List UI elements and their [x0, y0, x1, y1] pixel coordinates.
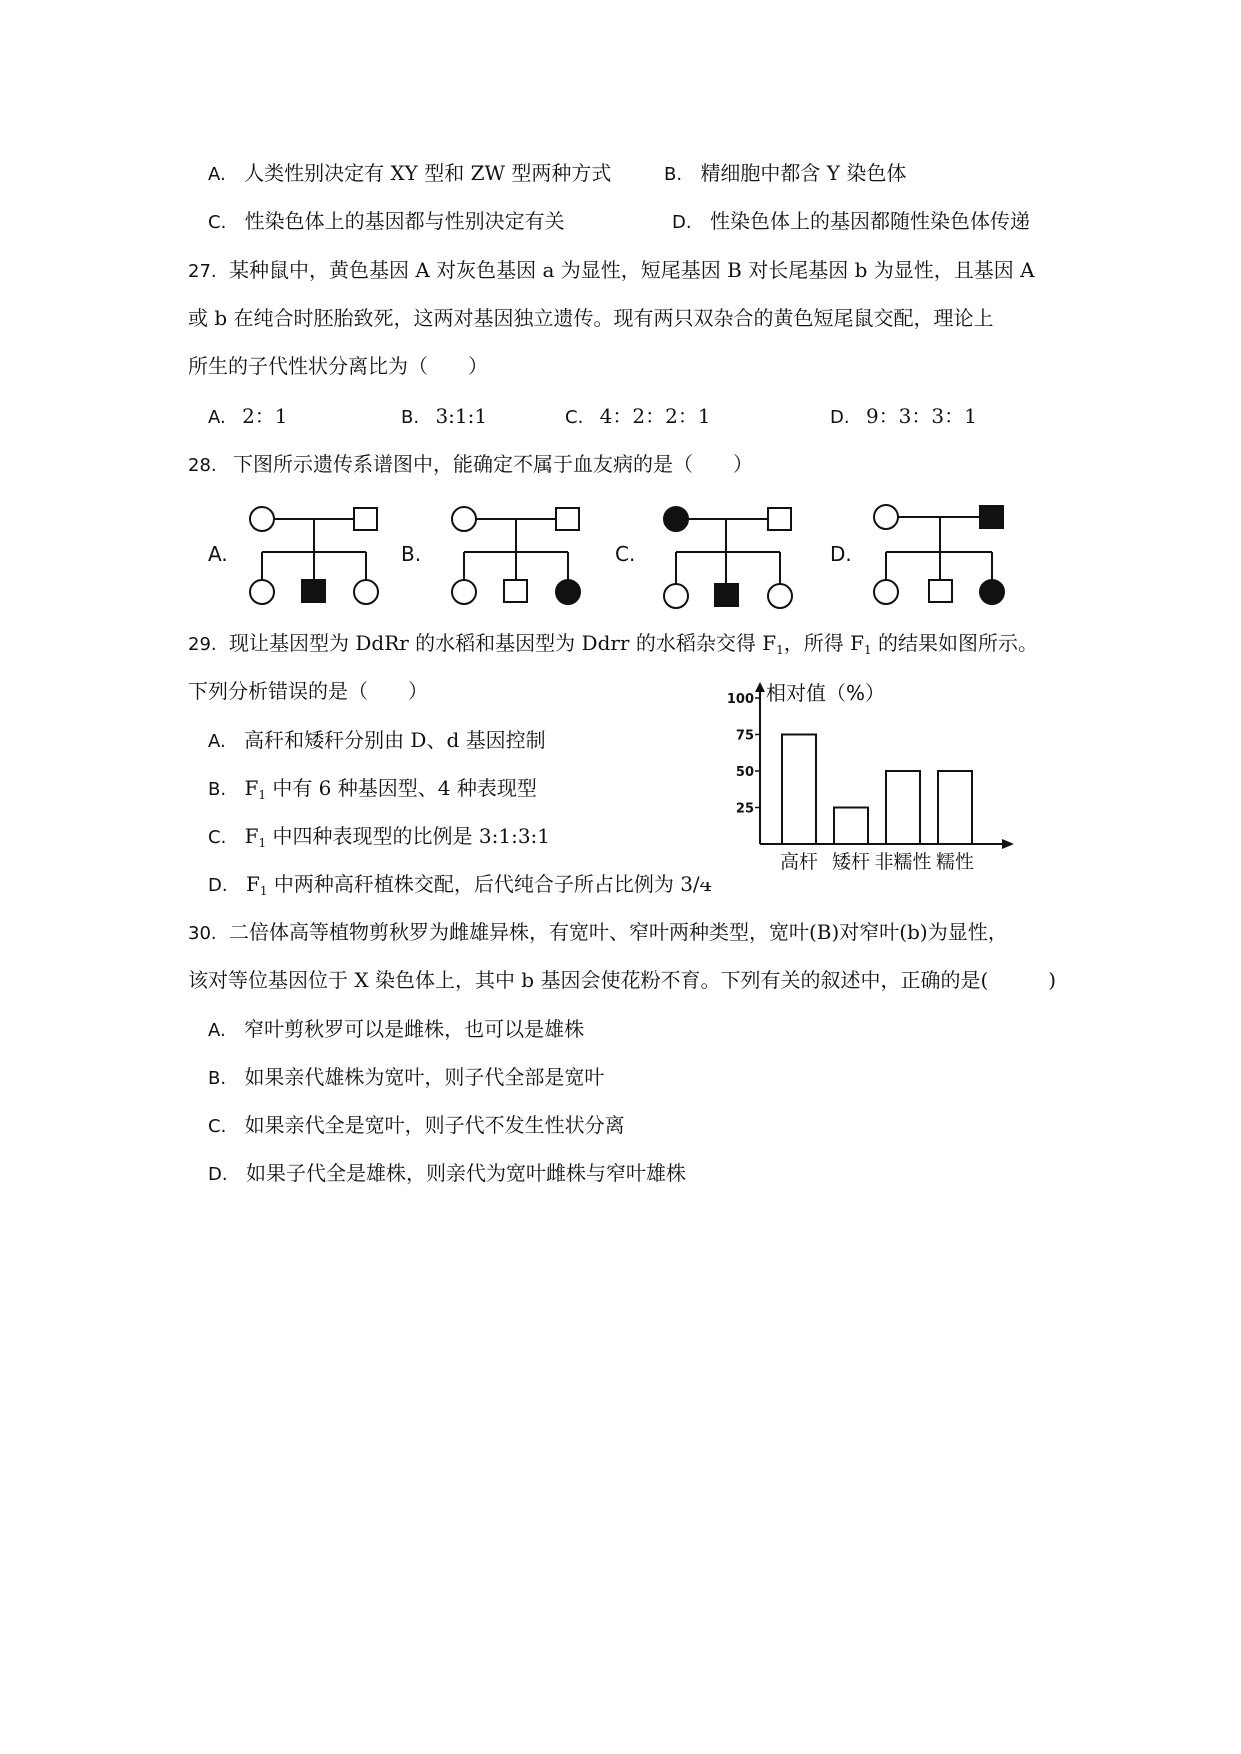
q30-option-c [208, 1112, 625, 1140]
y-tick-label: 75 [735, 728, 754, 744]
option-text: 2：1 [242, 404, 288, 428]
option-text: 窄叶剪秋罗可以是雌株，也可以是雄株 [244, 1017, 585, 1041]
mother-normal [250, 507, 274, 531]
daughter-normal [874, 580, 898, 604]
option-letter: A. [208, 731, 226, 752]
question-number: 30. [188, 923, 217, 944]
daughter-normal [250, 580, 274, 604]
father-affected [980, 506, 1003, 528]
daughter-normal [664, 584, 688, 608]
mother-affected [664, 507, 688, 531]
father-normal [768, 508, 791, 530]
y-tick-label: 100 [726, 692, 754, 707]
daughter-affected [556, 580, 580, 604]
question-text-c: 的结果如图所示。 [871, 631, 1038, 655]
q29-option-d [208, 871, 712, 904]
daughter-affected [980, 580, 1004, 604]
option-text: $F_1$ 中有 6 种基因型、4 种表现型 [244, 776, 537, 802]
bar-chart [700, 682, 1020, 882]
q26-option-d [672, 208, 1030, 236]
mother-normal [452, 507, 476, 531]
option-text: 如果子代全是雄株，则亲代为宽叶雌株与窄叶雄株 [245, 1161, 686, 1185]
question-number: 27. [188, 261, 217, 282]
option-letter: A. [208, 1020, 226, 1041]
q30-option-a [208, 1016, 584, 1044]
subscript: 1 [863, 643, 872, 657]
q27-option-b [401, 403, 487, 431]
daughter-normal [354, 580, 378, 604]
option-letter: B. [208, 779, 227, 800]
y-tick-label: 25 [735, 801, 754, 817]
q28-stem [188, 451, 753, 479]
daughter-normal [768, 584, 792, 608]
q29-option-a [208, 727, 546, 755]
pedigree-label-d: D. [830, 542, 852, 566]
son-affected [715, 584, 738, 606]
q26-option-c [208, 208, 565, 236]
q27-stem-line-3: 所生的子代性状分离比为（ ） [188, 354, 488, 378]
q26-option-b [664, 160, 906, 188]
question-text-b: ，所得 F [783, 631, 864, 655]
option-text: 精细胞中都含 Y 染色体 [700, 161, 907, 185]
q30-option-b [208, 1064, 604, 1092]
x-tick-label: 糯性 [935, 851, 975, 873]
question-text-a: 现让基因型为 DdRr 的水稻和基因型为 Ddrr 的水稻杂交得 F [229, 631, 777, 655]
pedigree-label-c: C. [615, 542, 636, 566]
pedigree-diagrams [0, 500, 1241, 620]
pedigree-label-b: B. [401, 542, 422, 566]
q30-stem-line-2: 该对等位基因位于 X 染色体上，其中 b 基因会使花粉不育。下列有关的叙述中，正确的是( ) [188, 968, 1057, 992]
option-letter: B. [208, 1068, 227, 1089]
q26-option-a [208, 160, 611, 188]
son-normal [929, 580, 952, 602]
option-text: 如果亲代全是宽叶，则子代不发生性状分离 [244, 1113, 625, 1137]
q27-option-d [830, 403, 977, 431]
q27-stem-line-2: 或 b 在纯合时胚胎致死，这两对基因独立遗传。现有两只双杂合的黄色短尾鼠交配，理论上 [188, 306, 994, 330]
option-letter: D. [208, 1164, 228, 1185]
q29-option-c [208, 823, 550, 856]
daughter-normal [452, 580, 476, 604]
option-letter: B. [401, 407, 420, 428]
bar [886, 771, 920, 844]
son-affected [302, 580, 325, 602]
x-axis-arrow [1002, 839, 1014, 849]
option-text: 性染色体上的基因都随性染色体传递 [709, 209, 1030, 233]
q30-stem-line-1 [188, 919, 1008, 947]
q29-stem-line-2: 下列分析错误的是（ ） [188, 679, 428, 703]
option-letter: C. [208, 827, 227, 848]
option-text: 高秆和矮秆分别由 D、d 基因控制 [244, 728, 546, 752]
option-letter: A. [208, 164, 226, 185]
option-letter: C. [208, 1116, 227, 1137]
q27-option-a [208, 403, 288, 431]
question-text: 下图所示遗传系谱图中，能确定不属于血友病的是（ ） [233, 452, 753, 476]
question-number: 29. [188, 634, 217, 655]
option-text: 3:1:1 [435, 404, 488, 428]
pedigree-d [874, 505, 1004, 604]
option-text: 如果亲代雄株为宽叶，则子代全部是宽叶 [244, 1065, 605, 1089]
subscript: 1 [776, 643, 784, 657]
father-normal [556, 508, 579, 530]
question-number: 28. [188, 455, 217, 476]
option-text: 4：2：2：1 [599, 404, 711, 428]
option-letter: C. [565, 407, 584, 428]
bar [782, 735, 816, 845]
option-text: $F_1$ 中两种高秆植株交配，后代纯合子所占比例为 3/4 [245, 872, 713, 898]
q30-option-d [208, 1160, 686, 1188]
option-text: 人类性别决定有 XY 型和 ZW 型两种方式 [244, 161, 612, 185]
pedigree-a [250, 507, 378, 604]
father-normal [354, 508, 377, 530]
option-letter: D. [830, 407, 850, 428]
q29-option-b [208, 775, 537, 808]
x-tick-label: 高杆 [779, 851, 819, 873]
option-text: $F_1$ 中四种表现型的比例是 3:1:3:1 [244, 824, 551, 850]
question-text: 某种鼠中，黄色基因 A 对灰色基因 a 为显性，短尾基因 B 对长尾基因 b 为显性，且基因 A [229, 258, 1035, 282]
q29-stem-line-1 [188, 630, 1038, 663]
option-text: 性染色体上的基因都与性别决定有关 [244, 209, 565, 233]
x-tick-label: 矮杆 [831, 851, 871, 873]
option-letter: B. [664, 164, 683, 185]
q27-stem-line-1 [188, 257, 1035, 285]
mother-normal [874, 505, 898, 529]
option-letter: C. [208, 212, 227, 233]
option-letter: D. [208, 875, 228, 896]
option-letter: A. [208, 407, 226, 428]
option-text: 9：3：3：1 [865, 404, 977, 428]
q27-option-c [565, 403, 711, 431]
son-normal [504, 580, 527, 602]
pedigree-c [664, 507, 792, 608]
y-axis-arrow [755, 682, 765, 692]
pedigree-label-a: A. [208, 542, 228, 566]
option-letter: D. [672, 212, 692, 233]
y-tick-label: 50 [735, 765, 754, 780]
chart-title: 相对值（%） [766, 682, 886, 705]
bar [834, 808, 868, 845]
pedigree-b [452, 507, 580, 604]
bar [938, 771, 972, 844]
question-text: 二倍体高等植物剪秋罗为雌雄异株，有宽叶、窄叶两种类型，宽叶(B)对窄叶(b)为显性， [229, 920, 1008, 944]
x-tick-label: 非糯性 [874, 851, 932, 873]
